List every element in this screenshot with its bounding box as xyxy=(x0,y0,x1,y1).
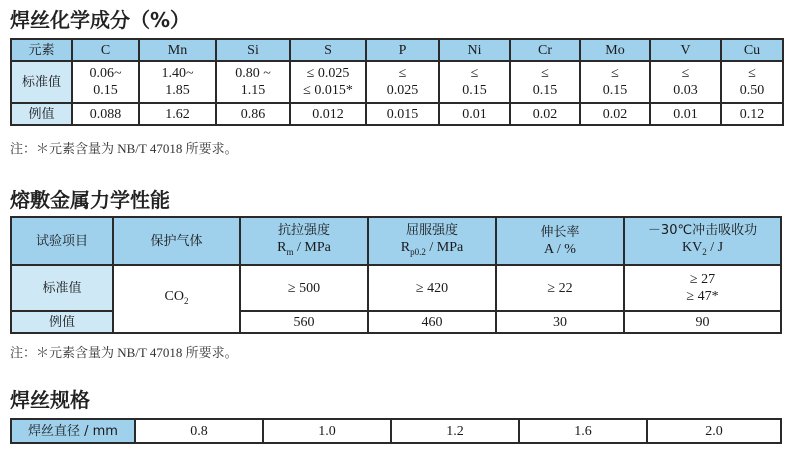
example-value-label: 例值 xyxy=(11,103,72,125)
diameter-1-6: 1.6 xyxy=(519,419,647,443)
element-header: 元素 xyxy=(11,39,72,61)
std-cr: ≤ 0.15 xyxy=(510,61,580,103)
wire-diameter-label: 焊丝直径 / mm xyxy=(11,419,135,443)
standard-value-label: 标准值 xyxy=(11,61,72,103)
std-mn: 1.40~ 1.85 xyxy=(139,61,216,103)
diameter-1-2: 1.2 xyxy=(391,419,519,443)
ex-tensile: 560 xyxy=(240,311,368,333)
std-impact: ≥ 27 ≥ 47* xyxy=(624,265,781,311)
element-cr: Cr xyxy=(510,39,580,61)
example-value-label-2: 例值 xyxy=(11,311,113,333)
wire-spec-title: 焊丝规格 xyxy=(10,388,90,412)
ex-mn: 1.62 xyxy=(139,103,216,125)
tensile-strength-header: 抗拉强度 $R_m$ / MPa xyxy=(240,217,368,265)
std-p: ≤ 0.025 xyxy=(366,61,439,103)
mechanical-properties-table xyxy=(10,216,782,334)
element-ni: Ni xyxy=(439,39,510,61)
element-cu: Cu xyxy=(721,39,783,61)
ex-si: 0.86 xyxy=(216,103,290,125)
std-ni: ≤ 0.15 xyxy=(439,61,510,103)
ex-ni: 0.01 xyxy=(439,103,510,125)
element-mo: Mo xyxy=(580,39,650,61)
ex-s: 0.012 xyxy=(290,103,366,125)
std-si: 0.80 ~ 1.15 xyxy=(216,61,290,103)
shielding-gas-value: $CO_2$ xyxy=(113,265,240,333)
yield-strength-header: 屈服强度 $R_{p0.2}$ / MPa xyxy=(368,217,496,265)
test-item-header: 试验项目 xyxy=(11,217,113,265)
diameter-1-0: 1.0 xyxy=(263,419,391,443)
element-mn: Mn xyxy=(139,39,216,61)
chemical-composition-table xyxy=(10,38,784,126)
element-p: P xyxy=(366,39,439,61)
composition-footnote: 注：＊元素含量为 NB/T 47018 所要求。 xyxy=(10,141,238,156)
diameter-0-8: 0.8 xyxy=(135,419,263,443)
ex-v: 0.01 xyxy=(650,103,721,125)
ex-yield: 460 xyxy=(368,311,496,333)
std-mo: ≤ 0.15 xyxy=(580,61,650,103)
std-v: ≤ 0.03 xyxy=(650,61,721,103)
ex-cu: 0.12 xyxy=(721,103,783,125)
elongation-header: 伸长率 A / % xyxy=(496,217,624,265)
ex-c: 0.088 xyxy=(72,103,139,125)
mechanical-footnote: 注：＊元素含量为 NB/T 47018 所要求。 xyxy=(10,345,238,360)
ex-elongation: 30 xyxy=(496,311,624,333)
ex-cr: 0.02 xyxy=(510,103,580,125)
impact-energy-header: －30℃冲击吸收功 $KV_2$ / J xyxy=(624,217,781,265)
element-c: C xyxy=(72,39,139,61)
ex-p: 0.015 xyxy=(366,103,439,125)
ex-impact: 90 xyxy=(624,311,781,333)
chemical-composition-title: 焊丝化学成分（%） xyxy=(10,8,191,32)
wire-spec-table xyxy=(10,418,782,444)
element-si: Si xyxy=(216,39,290,61)
diameter-2-0: 2.0 xyxy=(647,419,781,443)
ex-mo: 0.02 xyxy=(580,103,650,125)
standard-value-label-2: 标准值 xyxy=(11,265,113,311)
element-s: S xyxy=(290,39,366,61)
std-c: 0.06~ 0.15 xyxy=(72,61,139,103)
element-v: V xyxy=(650,39,721,61)
shielding-gas-header: 保护气体 xyxy=(113,217,240,265)
std-s: ≤ 0.025 ≤ 0.015* xyxy=(290,61,366,103)
std-cu: ≤ 0.50 xyxy=(721,61,783,103)
std-elongation: ≥ 22 xyxy=(496,265,624,311)
mechanical-properties-title: 熔敷金属力学性能 xyxy=(10,188,170,212)
std-tensile: ≥ 500 xyxy=(240,265,368,311)
std-yield: ≥ 420 xyxy=(368,265,496,311)
